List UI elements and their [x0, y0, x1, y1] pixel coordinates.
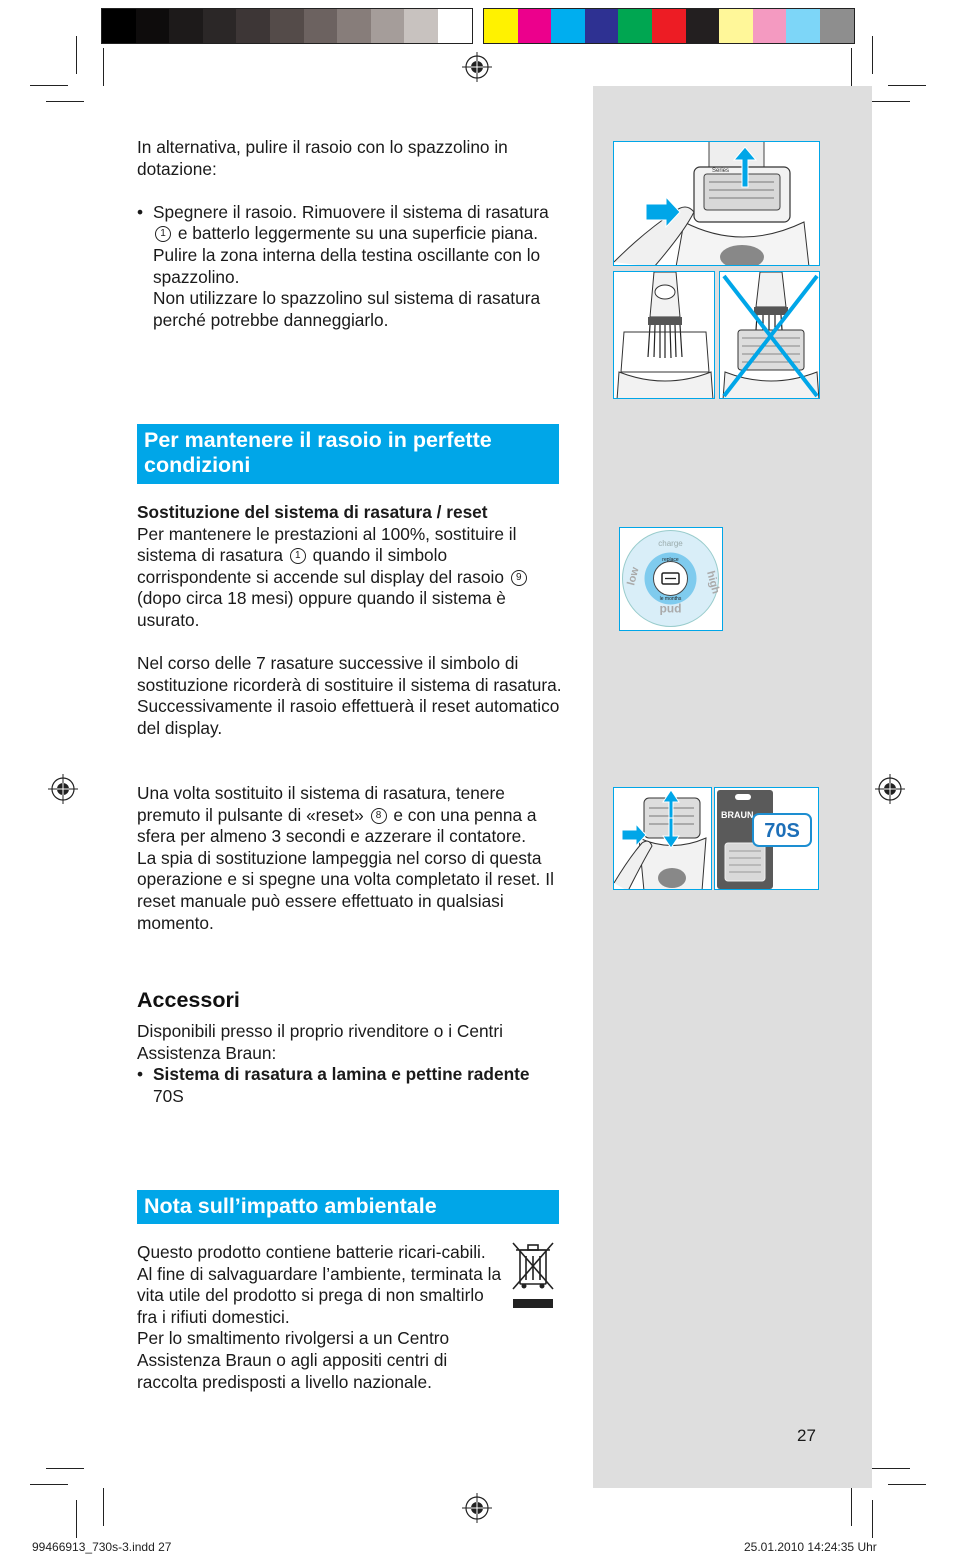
color-swatch — [753, 9, 787, 43]
pack-label: 70S — [764, 820, 800, 842]
crop-mark — [46, 1468, 84, 1469]
reset-block — [137, 783, 562, 934]
months-label: le months — [659, 596, 682, 602]
ring-label-bottom: pnd — [659, 603, 682, 617]
environment-block — [137, 1242, 502, 1393]
paragraph: La spia di sostituzione lampeggia nel corso di questa operazione e si spegne una volta completato il reset. Il reset manuale può essere effettuato in qualsiasi momento. — [137, 847, 554, 933]
color-swatch — [820, 9, 854, 43]
accessories-heading: Accessori — [137, 988, 240, 1012]
crossed-bin-icon — [510, 1240, 556, 1310]
color-swatch — [484, 9, 518, 43]
paragraph: Per mantenere le prestazioni al 100%, sostituire il sistema di rasatura 1 quando il simbolo corrispondente si accende sul display del rasoio 9 (dopo circa 18 mesi) oppure quando il sistema è usurato. — [137, 524, 562, 632]
cleaning-bullet — [137, 202, 562, 332]
accessory-item: • Sistema di rasatura a lamina e pettine radente 70S — [137, 1064, 562, 1107]
color-swatch — [203, 9, 237, 43]
figure-70s-pack — [714, 787, 819, 890]
color-swatch — [102, 9, 136, 43]
paragraph: Una volta sostituito il sistema di rasatura, tenere premuto il pulsante di «reset» 8 e con una penna a sfera per almeno 3 secondi e azzerare il contatore. — [137, 783, 537, 847]
ring-label-right: high — [704, 569, 721, 596]
crop-mark — [872, 101, 910, 102]
crop-mark — [103, 1488, 104, 1526]
crop-mark — [872, 36, 873, 74]
color-swatch — [337, 9, 371, 43]
figure-replace-display — [619, 527, 723, 631]
color-swatch — [371, 9, 405, 43]
section-heading-environment: Nota sull’impatto ambientale — [137, 1190, 559, 1224]
color-swatch — [404, 9, 438, 43]
ring-label-top: charge — [658, 539, 683, 548]
color-calibration-bar — [101, 8, 473, 44]
ref-number-icon: 8 — [371, 808, 387, 824]
paragraph: Disponibili presso il proprio rivenditore o i Centri Assistenza Braun: — [137, 1021, 503, 1063]
display-ring-illustration — [620, 528, 721, 629]
color-swatch — [136, 9, 170, 43]
registration-mark-icon — [48, 774, 78, 804]
paragraph: Per lo smaltimento rivolgersi a un Centro Assistenza Braun o agli appositi centri di raccolta predisposti a livello nazionale. — [137, 1328, 450, 1392]
registration-mark-icon — [462, 52, 492, 82]
footer-file: 99466913_730s-3.indd 27 — [32, 1540, 172, 1554]
color-swatch — [169, 9, 203, 43]
color-swatch — [719, 9, 753, 43]
crop-mark — [851, 48, 852, 86]
color-swatch — [618, 9, 652, 43]
crop-mark — [872, 1500, 873, 1538]
color-swatch — [270, 9, 304, 43]
crop-mark — [30, 1484, 68, 1485]
reset-illustration — [614, 788, 712, 890]
footer-date: 25.01.2010 14:24:35 Uhr — [744, 1540, 877, 1554]
process-color-bar — [483, 8, 855, 44]
color-swatch — [652, 9, 686, 43]
crop-mark — [888, 1484, 926, 1485]
page-number: 27 — [797, 1426, 816, 1445]
color-swatch — [236, 9, 270, 43]
registration-mark-icon — [462, 1493, 492, 1523]
paragraph: Questo prodotto contiene batterie ricari-cabili. Al fine di salvaguardare l’ambiente, terminata la vita utile del prodotto si prega di non smaltirlo fra i rifiuti domestici. — [137, 1242, 502, 1327]
crop-mark — [103, 48, 104, 86]
figure-brush-head — [613, 271, 715, 399]
color-swatch — [518, 9, 552, 43]
shaver-illustration — [614, 142, 820, 266]
bullet-text: e batterlo leggermente su una superficie piana. Pulire la zona interna della testina oscillante con lo spazzolino. — [153, 223, 541, 287]
crop-mark — [851, 1488, 852, 1526]
crop-mark — [30, 85, 68, 86]
intro-line: In alternativa, pulire il rasoio con lo spazzolino in dotazione: — [137, 137, 508, 179]
pack-brand: BRAUN — [721, 810, 754, 820]
maintenance-block — [137, 502, 562, 740]
color-swatch — [786, 9, 820, 43]
crop-mark — [46, 101, 84, 102]
series-label: Series — [712, 168, 730, 174]
color-swatch — [585, 9, 619, 43]
intro-block — [137, 137, 562, 331]
crop-mark — [888, 85, 926, 86]
color-swatch — [686, 9, 720, 43]
replace-label: replace — [662, 557, 679, 563]
brush-illustration — [614, 272, 715, 399]
accessories-block — [137, 1021, 562, 1107]
ring-label-left: low — [625, 565, 642, 587]
crop-mark — [872, 1468, 910, 1469]
color-swatch — [551, 9, 585, 43]
figure-no-brush-foil — [719, 271, 820, 399]
bullet-text: Spegnere il rasoio. Rimuovere il sistema di rasatura — [153, 201, 549, 222]
registration-mark-icon — [875, 774, 905, 804]
crossed-brush-illustration — [720, 272, 820, 399]
crop-mark — [76, 36, 77, 74]
bullet-warning: Non utilizzare lo spazzolino sul sistema di rasatura perché potrebbe danneggiarlo. — [153, 288, 541, 330]
subtitle: Sostituzione del sistema di rasatura / reset — [137, 502, 488, 522]
figure-reset-button — [613, 787, 712, 890]
paragraph: Nel corso delle 7 rasature successive il simbolo di sostituzione ricorderà di sostituire il sistema di rasatura. Successivamente il rasoio effettuerà il reset automatico del display. — [137, 653, 562, 738]
color-swatch — [304, 9, 338, 43]
section-heading-maintenance: Per mantenere il rasoio in perfette condizioni — [137, 424, 559, 484]
color-swatch — [438, 9, 472, 43]
crop-mark — [76, 1500, 77, 1538]
pack-illustration — [715, 788, 819, 890]
figure-remove-head — [613, 141, 820, 266]
ref-number-icon: 9 — [511, 570, 527, 586]
ref-number-icon: 1 — [290, 548, 306, 564]
ref-number-icon: 1 — [155, 226, 171, 242]
